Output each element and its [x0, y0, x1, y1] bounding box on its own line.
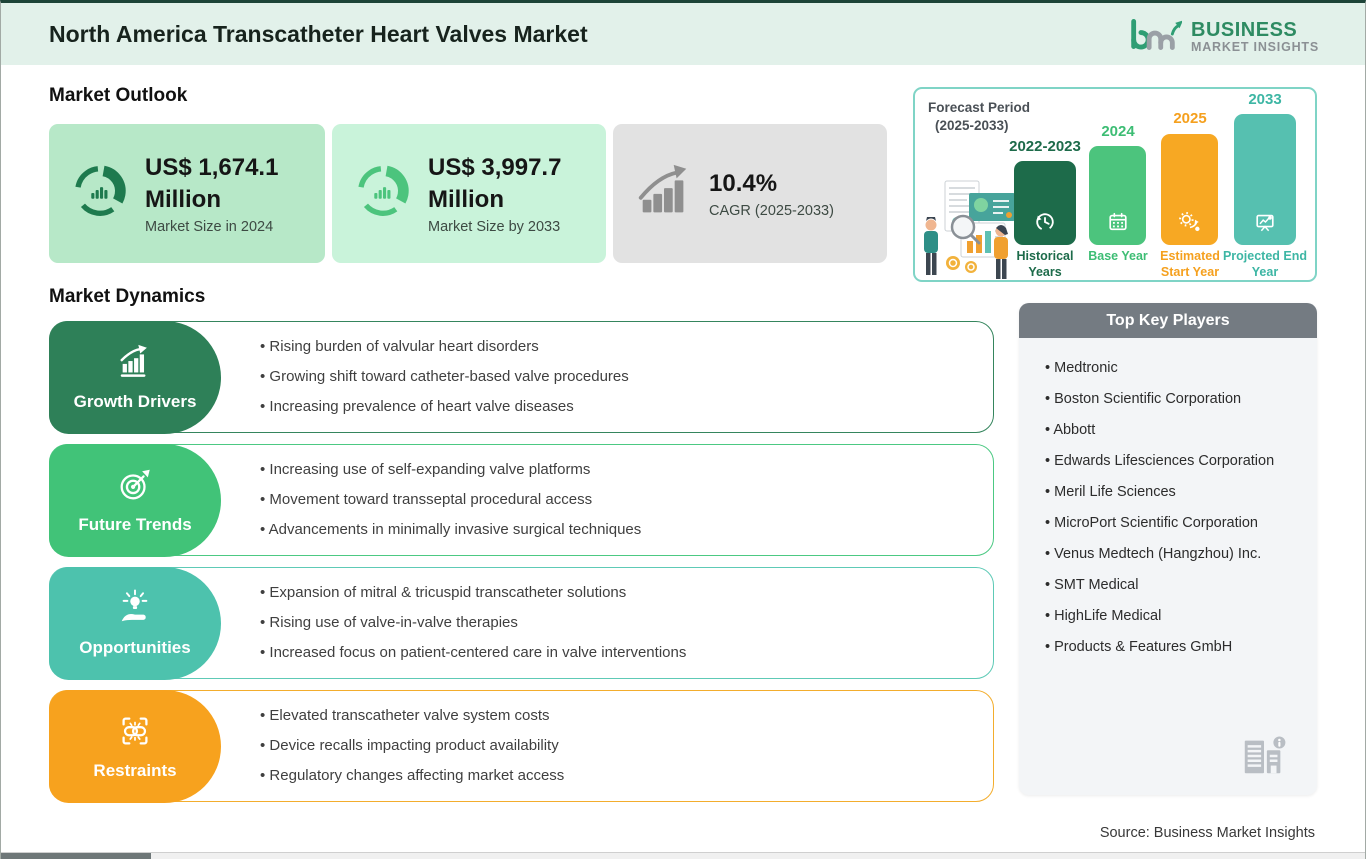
forecast-bar-label: Base Year — [1088, 249, 1148, 263]
forecast-year-label: 2022-2023 — [1009, 138, 1081, 155]
bullet-text: Growing shift toward catheter-based valve procedures — [269, 368, 629, 385]
dynamics-row-future-trends — [49, 444, 994, 556]
forecast-period-panel — [913, 87, 1317, 282]
bullet-text: Regulatory changes affecting market access — [269, 767, 565, 784]
key-player-name: MicroPort Scientific Corporation — [1054, 515, 1258, 531]
market-outlook-heading: Market Outlook — [49, 85, 188, 106]
bullet-item — [260, 613, 686, 633]
growth-drivers-pill — [49, 321, 221, 434]
bullet-item — [260, 490, 641, 510]
stat-label: CAGR (2025-2033) — [709, 203, 834, 220]
stat-card-cagr — [613, 124, 887, 263]
key-player-item — [1045, 539, 1307, 570]
forecast-bar-historical — [1014, 161, 1076, 245]
target-icon — [115, 466, 155, 509]
bullet-item — [260, 367, 629, 387]
logo-word-market-insights: MARKET INSIGHTS — [1191, 40, 1319, 55]
bullet-text: Device recalls impacting product availability — [269, 737, 559, 754]
bmi-logo — [1124, 14, 1319, 61]
pill-label: Growth Drivers — [73, 392, 197, 411]
key-player-name: Meril Life Sciences — [1054, 484, 1176, 500]
stat-text — [428, 152, 598, 234]
future-trends-pill — [49, 444, 221, 557]
key-player-name: Edwards Lifesciences Corporation — [1054, 453, 1275, 469]
forecast-bar-label: Estimated Start Year — [1160, 249, 1220, 279]
forecast-bar-estimated — [1161, 134, 1218, 245]
key-player-item — [1045, 601, 1307, 632]
bullet-item — [260, 460, 641, 480]
forecast-year-label: 2025 — [1173, 110, 1207, 127]
forecast-title-line2: (2025-2033) — [935, 118, 1009, 134]
key-player-item — [1045, 384, 1307, 415]
bullet-list — [260, 322, 629, 432]
forecast-bar-label: Projected End Year — [1222, 249, 1308, 279]
company-building-icon — [1239, 732, 1289, 783]
logo-word-business: BUSINESS — [1191, 19, 1298, 42]
chain-link-icon — [116, 712, 154, 755]
bullet-text: Increasing use of self-expanding valve platforms — [269, 461, 591, 478]
bullet-item — [260, 643, 686, 663]
horizontal-scrollbar-thumb[interactable] — [1, 853, 151, 859]
key-player-name: Medtronic — [1054, 360, 1118, 376]
growth-chart-icon — [115, 343, 155, 386]
dynamics-row-opportunities — [49, 567, 994, 679]
forecast-bar-label: Historical Years — [1016, 249, 1074, 279]
stat-text — [709, 168, 879, 219]
stat-value: US$ 3,997.7 Million — [428, 154, 562, 213]
stat-text — [145, 152, 315, 234]
calendar-icon — [1089, 211, 1146, 238]
key-player-item — [1045, 353, 1307, 384]
presentation-chart-icon — [1234, 211, 1296, 238]
bullet-text: Elevated transcatheter valve system costs — [269, 707, 550, 724]
donut-chart-icon — [69, 160, 131, 227]
forecast-bar-projected — [1234, 114, 1296, 245]
bullet-text: Expansion of mitral & tricuspid transcatheter solutions — [269, 584, 627, 601]
logo-wordmark — [1191, 20, 1319, 55]
bullet-item — [260, 337, 629, 357]
growth-arrow-icon — [633, 160, 695, 227]
key-player-name: Abbott — [1053, 422, 1096, 438]
stat-card-market-size-2033 — [332, 124, 606, 263]
dynamics-row-growth-drivers — [49, 321, 994, 433]
key-player-item — [1045, 508, 1307, 539]
key-players-list — [1045, 353, 1307, 663]
forecast-period-title — [928, 99, 1030, 135]
bullet-text: Increasing prevalence of heart valve diseases — [269, 398, 574, 415]
bullet-text: Movement toward transseptal procedural access — [269, 491, 593, 508]
key-player-item — [1045, 415, 1307, 446]
key-player-name: Products & Features GmbH — [1054, 639, 1233, 655]
opportunities-pill — [49, 567, 221, 680]
bullet-item — [260, 766, 564, 786]
history-clock-icon — [1014, 211, 1076, 238]
forecast-bar-base — [1089, 146, 1146, 245]
stat-value: 10.4% — [709, 169, 778, 197]
key-player-item — [1045, 632, 1307, 663]
key-player-item — [1045, 570, 1307, 601]
dynamics-row-restraints — [49, 690, 994, 802]
key-player-item — [1045, 446, 1307, 477]
market-dynamics-heading: Market Dynamics — [49, 286, 206, 307]
bullet-list — [260, 691, 564, 801]
bullet-item — [260, 583, 686, 603]
top-key-players-header: Top Key Players — [1019, 303, 1317, 338]
forecast-year-label: 2024 — [1101, 123, 1135, 140]
donut-chart-icon — [352, 160, 414, 227]
bullet-text: Rising burden of valvular heart disorders — [269, 338, 539, 355]
header-band — [1, 3, 1365, 65]
horizontal-scrollbar[interactable] — [1, 852, 1365, 859]
bullet-list — [260, 568, 686, 678]
pill-label: Opportunities — [79, 638, 191, 657]
stat-label: Market Size by 2033 — [428, 218, 561, 235]
bmi-logo-mark-icon — [1124, 14, 1182, 61]
key-player-name: HighLife Medical — [1054, 608, 1162, 624]
hand-bulb-icon — [115, 589, 155, 632]
key-player-name: Boston Scientific Corporation — [1054, 391, 1242, 407]
key-player-name: SMT Medical — [1054, 577, 1139, 593]
bullet-text: Rising use of valve-in-valve therapies — [269, 614, 518, 631]
bullet-item — [260, 397, 629, 417]
source-attribution: Source: Business Market Insights — [1099, 825, 1315, 841]
pill-label: Restraints — [93, 761, 177, 780]
key-player-name: Venus Medtech (Hangzhou) Inc. — [1054, 546, 1262, 562]
restraints-pill — [49, 690, 221, 803]
stat-value: US$ 1,674.1 Million — [145, 154, 279, 213]
gear-chart-icon — [1161, 211, 1218, 238]
bullet-list — [260, 445, 641, 555]
bullet-item — [260, 706, 564, 726]
pill-label: Future Trends — [78, 515, 192, 534]
bullet-text: Increased focus on patient-centered care in valve interventions — [269, 644, 687, 661]
top-key-players-panel — [1019, 303, 1317, 795]
forecast-title-line1: Forecast Period — [928, 100, 1031, 115]
bullet-item — [260, 736, 564, 756]
stat-card-market-size-2024 — [49, 124, 325, 263]
bullet-item — [260, 520, 641, 540]
key-player-item — [1045, 477, 1307, 508]
bullet-text: Advancements in minimally invasive surgical techniques — [268, 521, 642, 538]
forecast-year-label: 2033 — [1248, 91, 1282, 108]
page-title: North America Transcatheter Heart Valves Market — [49, 21, 588, 47]
stat-label: Market Size in 2024 — [145, 218, 274, 235]
